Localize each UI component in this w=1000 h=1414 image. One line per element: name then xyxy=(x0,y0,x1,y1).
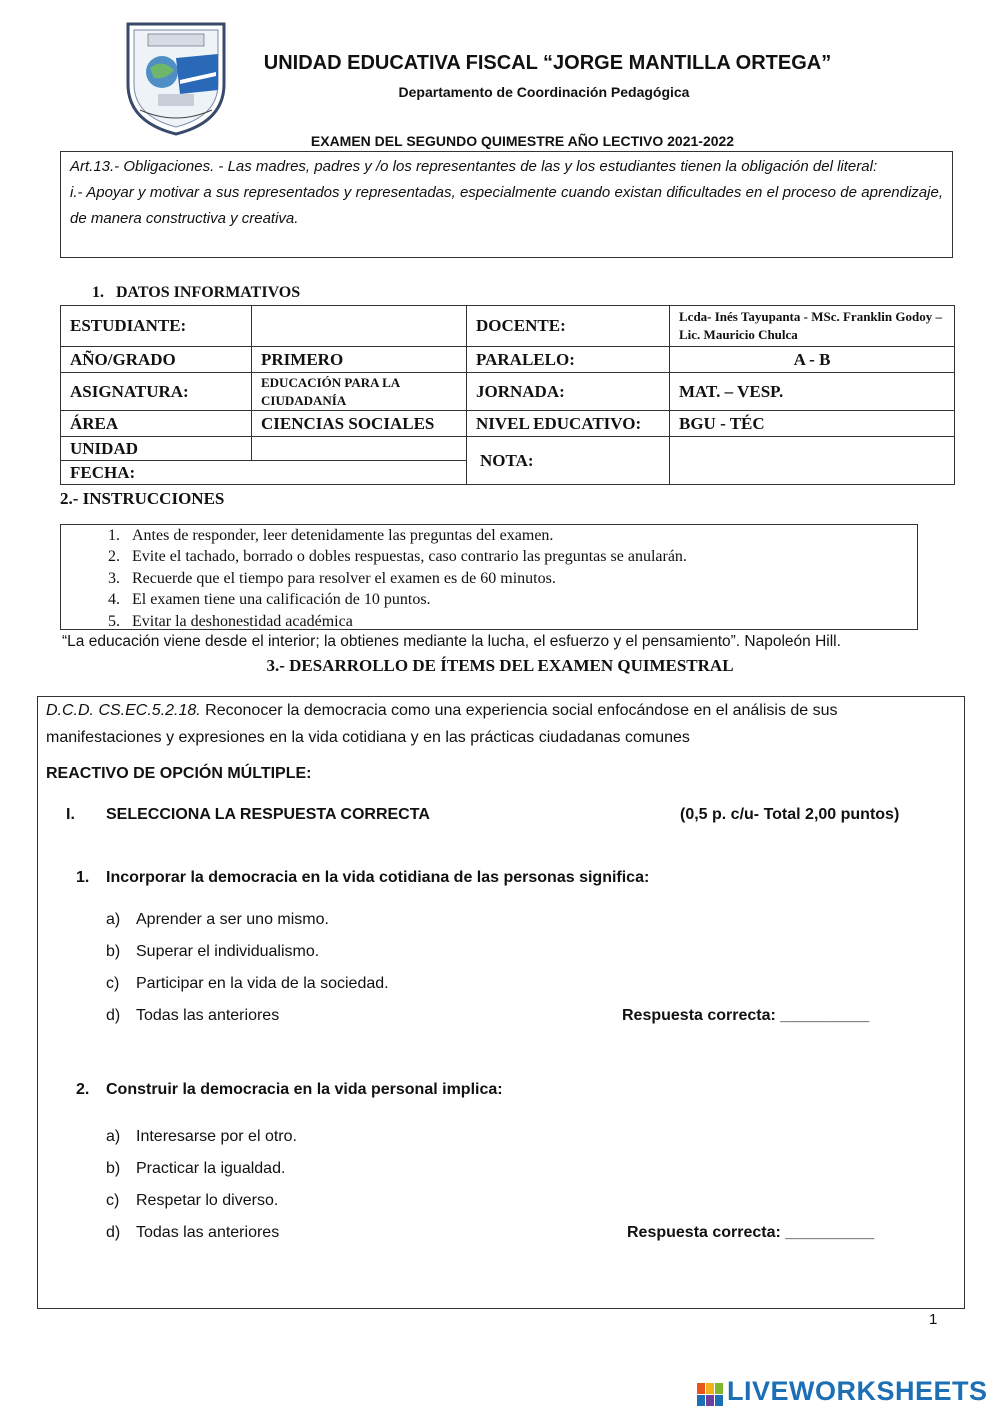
unidad-field[interactable] xyxy=(252,437,467,461)
quote: “La educación viene desde el interior; la obtienes mediante la lucha, el esfuerzo y el pensamiento”. Napoleón Hill. xyxy=(62,633,841,650)
estudiante-field[interactable] xyxy=(252,306,467,347)
exam-title: EXAMEN DEL SEGUNDO QUIMESTRE AÑO LECTIVO 2021-2022 xyxy=(310,133,735,149)
school-name: UNIDAD EDUCATIVA FISCAL “JORGE MANTILLA ORTEGA” xyxy=(263,52,832,74)
option-text: Participar en la vida de la sociedad. xyxy=(136,975,389,992)
part-title: SELECCIONA LA RESPUESTA CORRECTA xyxy=(106,806,430,823)
option-letter: c) xyxy=(106,1192,120,1209)
question-text: Construir la democracia en la vida personal implica: xyxy=(106,1081,503,1098)
option-letter: d) xyxy=(106,1007,121,1024)
instructions-box xyxy=(60,524,918,630)
dcd-text xyxy=(46,697,946,751)
nota-field[interactable] xyxy=(670,437,955,485)
paralelo-value: A - B xyxy=(670,347,955,373)
section-3-title: 3.- DESARROLLO DE ÍTEMS DEL EXAMEN QUIMESTRAL xyxy=(266,656,734,675)
info-table xyxy=(60,305,955,485)
questions-box xyxy=(37,696,965,1309)
liveworksheets-text: LIVEWORKSHEETS xyxy=(727,1376,988,1406)
question-number: 2. xyxy=(76,1081,90,1098)
answer-blank[interactable]: Respuesta correcta: __________ xyxy=(627,1224,875,1241)
fecha-label: FECHA: xyxy=(61,461,467,485)
part-points: (0,5 p. c/u- Total 2,00 puntos) xyxy=(680,806,900,823)
page-number: 1 xyxy=(929,1311,938,1328)
option-letter: c) xyxy=(106,975,120,992)
instruction-item: 4. El examen tiene una calificación de 10 puntos. xyxy=(108,591,431,609)
jornada-value: MAT. – VESP. xyxy=(670,373,955,411)
reactivo-title: REACTIVO DE OPCIÓN MÚLTIPLE: xyxy=(46,765,312,782)
dcd-code: D.C.D. CS.EC.5.2.18. xyxy=(46,702,201,719)
option-letter: b) xyxy=(106,1160,121,1177)
docente-label: DOCENTE: xyxy=(467,306,670,347)
asignatura-value: EDUCACIÓN PARA LA CIUDADANÍA xyxy=(252,373,467,411)
area-value: CIENCIAS SOCIALES xyxy=(252,411,467,437)
area-label: ÁREA xyxy=(61,411,252,437)
article-line-1: Art.13.- Obligaciones. - Las madres, padres y /o los representantes de las y los estudiantes tienen la obligación del literal: xyxy=(70,158,878,175)
option-text: Todas las anteriores xyxy=(136,1224,280,1241)
nivel-value: BGU - TÉC xyxy=(670,411,955,437)
option-text: Aprender a ser uno mismo. xyxy=(136,911,329,928)
estudiante-label: ESTUDIANTE: xyxy=(61,306,252,347)
unidad-label: UNIDAD xyxy=(61,437,252,461)
option-letter: d) xyxy=(106,1224,121,1241)
dcd-description: Reconocer la democracia como una experiencia social enfocándose en el análisis de sus manifestaciones y expresiones en la vida cotidiana y en las prácticas ciudadanas comunes xyxy=(46,702,838,746)
section-2-title: 2.- INSTRUCCIONES xyxy=(60,489,225,508)
nivel-label: NIVEL EDUCATIVO: xyxy=(467,411,670,437)
anio-label: AÑO/GRADO xyxy=(61,347,252,373)
article-box xyxy=(60,151,953,258)
paralelo-label: PARALELO: xyxy=(467,347,670,373)
option-letter: a) xyxy=(106,911,121,928)
jornada-label: JORNADA: xyxy=(467,373,670,411)
instruction-item: 3. Recuerde que el tiempo para resolver el examen es de 60 minutos. xyxy=(108,569,556,587)
option-text: Interesarse por el otro. xyxy=(136,1128,297,1145)
docente-value: Lcda- Inés Tayupanta - MSc. Franklin Godoy – Lic. Mauricio Chulca xyxy=(670,306,955,347)
option-text: Practicar la igualdad. xyxy=(136,1160,286,1177)
instruction-item: 1. Antes de responder, leer detenidamente las preguntas del examen. xyxy=(108,527,554,544)
part-roman: I. xyxy=(66,806,75,823)
option-text: Respetar lo diverso. xyxy=(136,1192,279,1209)
question-number: 1. xyxy=(76,869,90,886)
article-line-2: i.- Apoyar y motivar a sus representados y representadas, especialmente cuando existan dificultades en el proceso de aprendizaje, de manera constructiva y creativa. xyxy=(70,184,943,227)
liveworksheets-logo-icon xyxy=(697,1383,723,1407)
question-text: Incorporar la democracia en la vida cotidiana de las personas significa: xyxy=(106,869,650,886)
option-letter: a) xyxy=(106,1128,121,1145)
option-text: Superar el individualismo. xyxy=(136,943,320,960)
asignatura-label: ASIGNATURA: xyxy=(61,373,252,411)
anio-value: PRIMERO xyxy=(252,347,467,373)
nota-label: NOTA: xyxy=(467,437,670,485)
department-name: Departamento de Coordinación Pedagógica xyxy=(398,84,690,100)
school-logo xyxy=(118,14,234,138)
instruction-item: 5. Evitar la deshonestidad académica xyxy=(108,612,353,630)
instruction-item: 2. Evite el tachado, borrado o dobles respuestas, caso contrario las preguntas se anularán. xyxy=(108,548,687,566)
answer-blank[interactable]: Respuesta correcta: __________ xyxy=(622,1007,870,1024)
section-1-title: 1. DATOS INFORMATIVOS xyxy=(92,284,301,301)
option-text: Todas las anteriores xyxy=(136,1007,280,1024)
option-letter: b) xyxy=(106,943,121,960)
